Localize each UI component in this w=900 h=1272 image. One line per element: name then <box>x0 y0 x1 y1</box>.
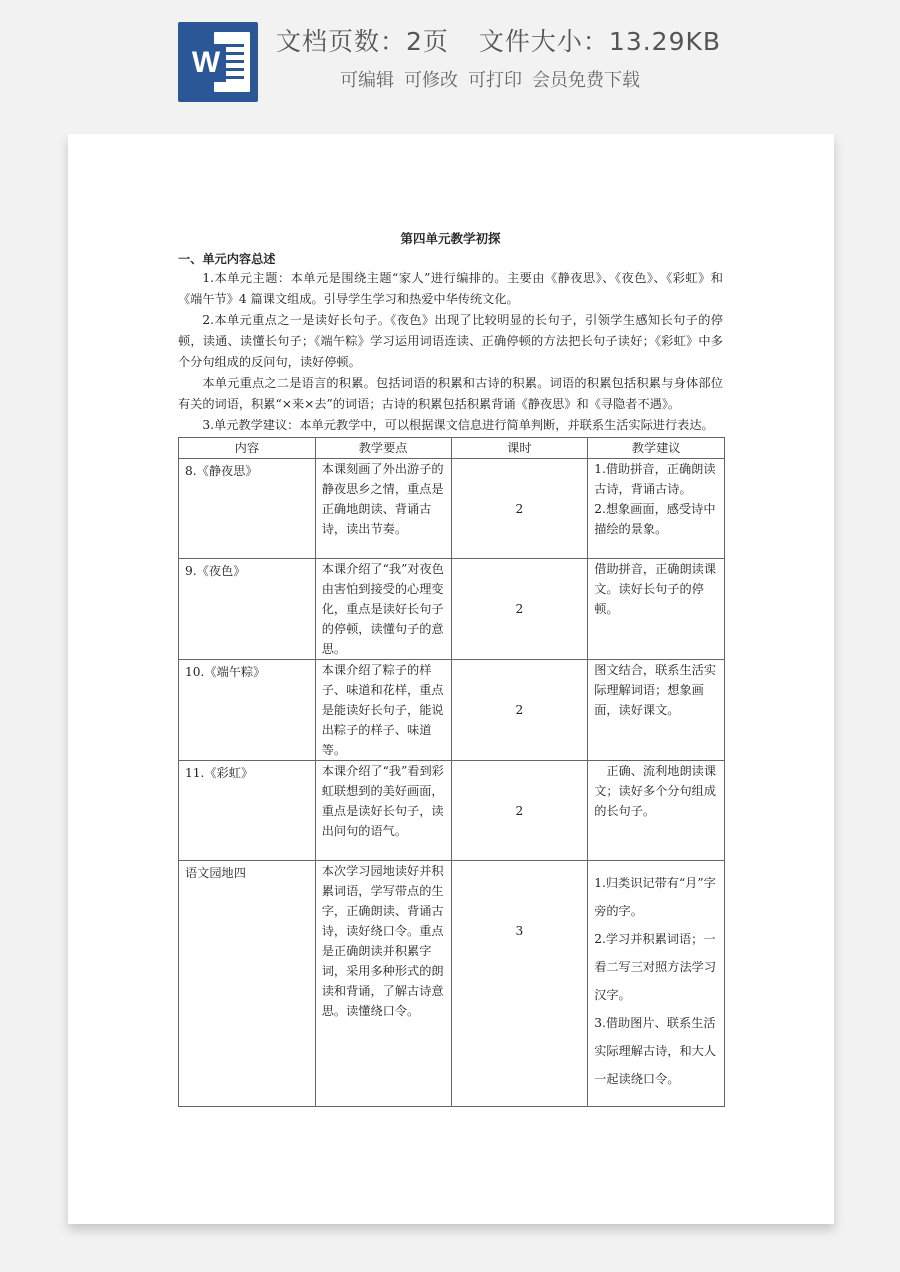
doc-info-header <box>0 0 900 120</box>
cell-suggestions <box>588 459 725 559</box>
suggestion-line: 3.借助图片、联系生活实际理解古诗，和大人一起读绕口令。 <box>594 1016 717 1086</box>
feature-modifiable: 可修改 <box>404 70 458 91</box>
suggestion-line: 1.借助拼音，正确朗读古诗，背诵古诗。 <box>594 462 716 496</box>
document-body <box>178 230 723 1107</box>
cell-content: 9.《夜色》 <box>179 559 316 660</box>
feature-list <box>340 66 640 92</box>
cell-hours: 2 <box>451 660 588 761</box>
cell-points: 本次学习园地读好并积累词语，学写带点的生字，正确朗读、背诵古诗，读好绕口令。重点是正确朗读并积累字词，采用多种形式的朗读和背诵，了解古诗意思。读懂绕口令。 <box>315 861 451 1107</box>
table-row <box>179 459 725 559</box>
section-heading: 一、单元内容总述 <box>178 252 276 266</box>
paragraph-focus-one: 2.本单元重点之一是读好长句子。《夜色》出现了比较明显的长句子，引领学生感知长句子的停顿，读通、读懂长句子；《端午粽》学习运用词语连读、正确停顿的方法把长句子读好；《彩虹》中多个分句组成的反问句，读好停顿。 <box>178 313 723 369</box>
feature-member-download: 会员免费下载 <box>532 70 640 91</box>
suggestion-line: 2.想象画面，感受诗中描绘的景象。 <box>594 502 716 536</box>
cell-points: 本课介绍了“我”看到彩虹联想到的美好画面，重点是读好长句子，读出问句的语气。 <box>315 761 451 861</box>
cell-suggestions <box>588 761 725 861</box>
feature-editable: 可编辑 <box>340 70 394 91</box>
cell-suggestions <box>588 861 725 1107</box>
word-document-icon <box>178 22 258 102</box>
column-header-suggestions: 教学建议 <box>588 438 725 459</box>
cell-content: 11.《彩虹》 <box>179 761 316 861</box>
doc-meta-summary <box>276 22 721 58</box>
suggestion-line: 借助拼音，正确朗读课文。读好长句子的停顿。 <box>594 562 717 616</box>
table-header-row <box>179 438 725 459</box>
paragraph-suggestion: 3.单元教学建议：本单元教学中，可以根据课文信息进行简单判断，并联系生活实际进行表达。 <box>202 418 714 432</box>
table-row <box>179 861 725 1107</box>
cell-suggestions <box>588 559 725 660</box>
word-badge-letter: W <box>186 44 226 82</box>
cell-points: 本课刻画了外出游子的静夜思乡之情，重点是正确地朗读、背诵古诗，读出节奏。 <box>315 459 451 559</box>
cell-hours: 2 <box>451 459 588 559</box>
table-row <box>179 660 725 761</box>
cell-points: 本课介绍了“我”对夜色由害怕到接受的心理变化，重点是读好长句子的停顿，读懂句子的意思。 <box>315 559 451 660</box>
paragraph-theme: 1.本单元主题：本单元是围绕主题“家人”进行编排的。主要由《静夜思》、《夜色》、《彩虹》和《端午节》4 篇课文组成。引导学生学习和热爱中华传统文化。 <box>178 271 723 306</box>
cell-hours: 2 <box>451 761 588 861</box>
cell-hours: 2 <box>451 559 588 660</box>
document-page <box>68 134 834 1224</box>
suggestion-line: 1.归类识记带有“月”字旁的字。 <box>594 876 716 918</box>
document-title: 第四单元教学初探 <box>400 231 501 246</box>
column-header-points: 教学要点 <box>315 438 451 459</box>
cell-content: 8.《静夜思》 <box>179 459 316 559</box>
paragraph-focus-two: 本单元重点之二是语言的积累。包括词语的积累和古诗的积累。词语的积累包括积累与身体部位有关的词语，积累“×来×去”的词语；古诗的积累包括积累背诵《静夜思》和《寻隐者不遇》。 <box>178 376 723 411</box>
cell-hours: 3 <box>451 861 588 1107</box>
feature-printable: 可打印 <box>468 70 522 91</box>
suggestion-line: 图文结合，联系生活实际理解词语；想象画面，读好课文。 <box>594 663 717 717</box>
teaching-plan-table <box>178 437 725 1107</box>
page-count: 文档页数：2页 <box>276 27 449 56</box>
cell-suggestions <box>588 660 725 761</box>
suggestion-line: 2.学习并积累词语；一看二写三对照方法学习汉字。 <box>594 932 717 1002</box>
cell-points: 本课介绍了粽子的样子、味道和花样，重点是能读好长句子，能说出粽子的样子、味道等。 <box>315 660 451 761</box>
cell-content: 语文园地四 <box>179 861 316 1107</box>
suggestion-line: 正确、流利地朗读课文；读好多个分句组成的长句子。 <box>594 764 717 818</box>
column-header-hours: 课时 <box>451 438 588 459</box>
table-row <box>179 559 725 660</box>
table-row <box>179 761 725 861</box>
column-header-content: 内容 <box>179 438 316 459</box>
file-size: 文件大小：13.29KB <box>478 27 722 56</box>
cell-content: 10.《端午粽》 <box>179 660 316 761</box>
